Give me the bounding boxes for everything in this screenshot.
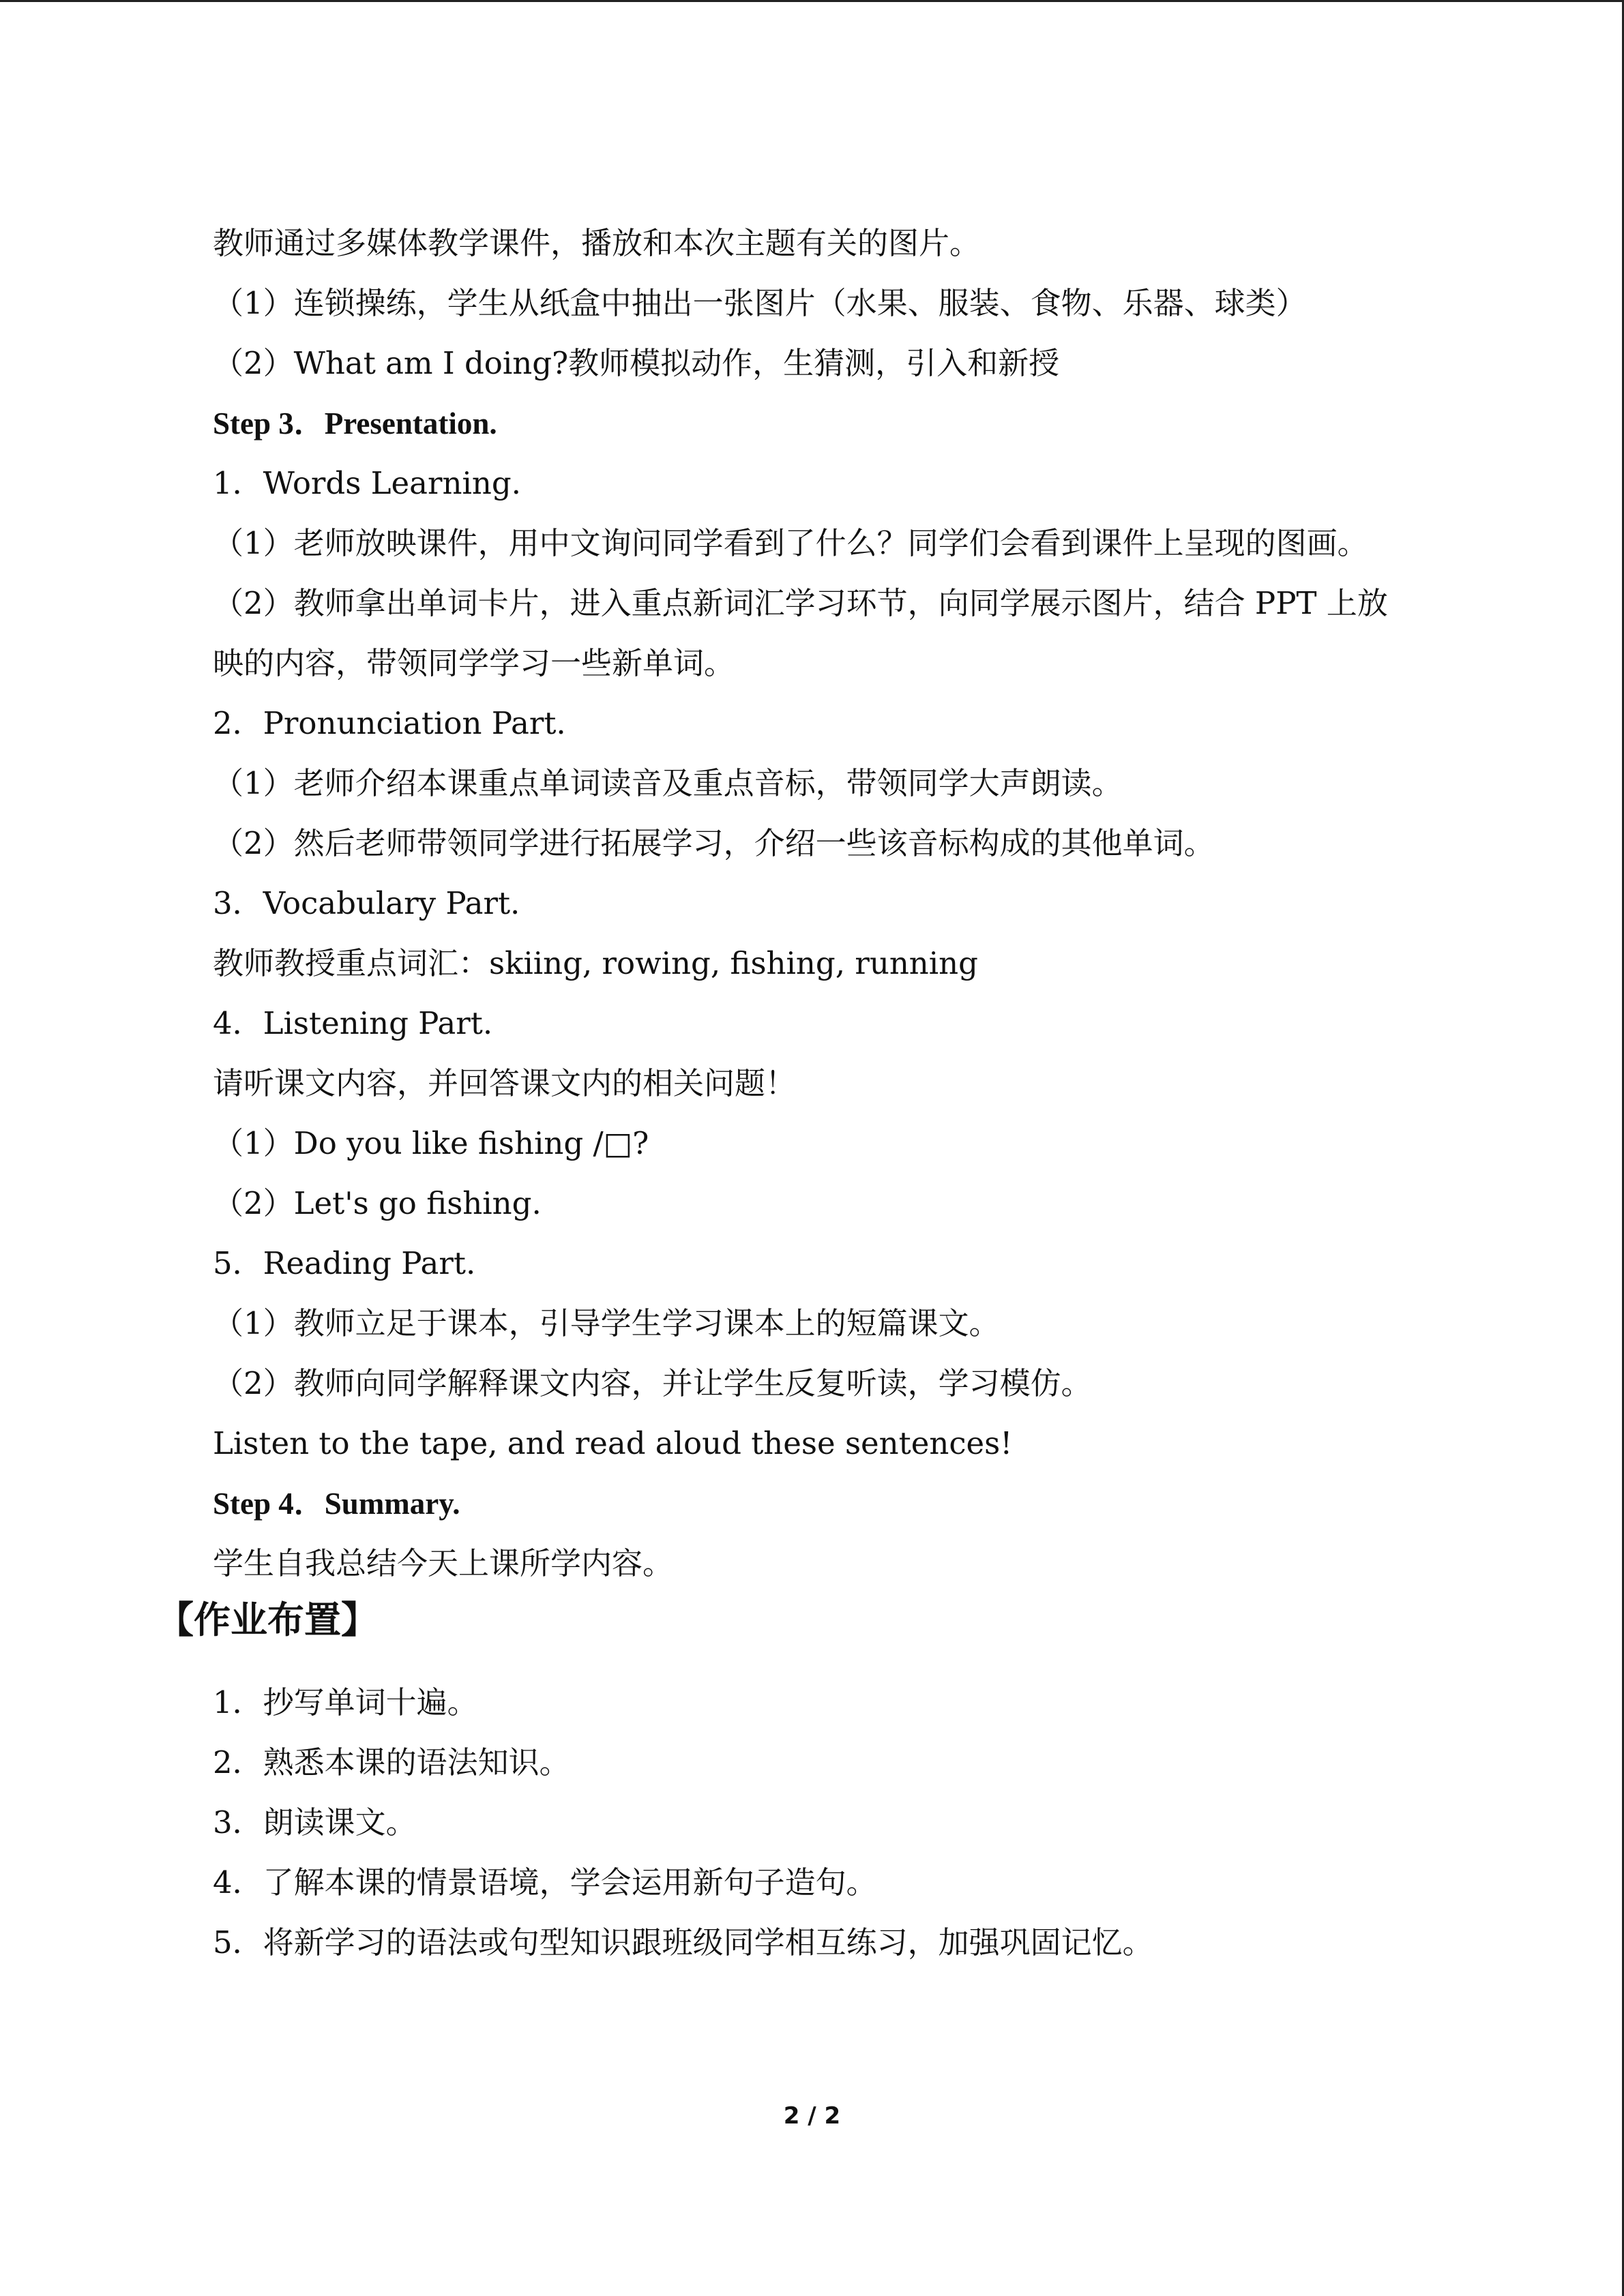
vocabulary-heading: 3．Vocabulary Part.: [213, 885, 520, 921]
summary-line: 学生自我总结今天上课所学内容。: [213, 1545, 674, 1581]
homework-section-title: 【作业布置】: [157, 1598, 378, 1641]
pronunciation-item-2: （2）然后老师带领同学进行拓展学习，介绍一些该音标构成的其他单词。: [213, 825, 1215, 861]
words-learning-heading: 1．Words Learning.: [213, 465, 521, 501]
drill-line: （1）连锁操练，学生从纸盒中抽出一张图片（水果、服装、食物、乐器、球类）: [213, 285, 1307, 321]
words-learning-item-2-cont: 映的内容，带领同学学习一些新单词。: [213, 645, 735, 681]
pronunciation-item-1: （1）老师介绍本课重点单词读音及重点音标，带领同学大声朗读。: [213, 765, 1123, 801]
homework-item: 5．将新学习的语法或句型知识跟班级同学相互练习，加强巩固记忆。: [213, 1924, 1153, 1960]
listening-heading: 4．Listening Part.: [213, 1005, 493, 1041]
listening-question-2: （2）Let's go fishing.: [213, 1185, 542, 1221]
step-3-heading: Step 3．Presentation.: [213, 406, 497, 441]
reading-instruction: Listen to the tape, and read aloud these sentences!: [213, 1425, 1013, 1461]
reading-heading: 5．Reading Part.: [213, 1245, 476, 1281]
reading-item-2: （2）教师向同学解释课文内容，并让学生反复听读，学习模仿。: [213, 1365, 1092, 1401]
pronunciation-heading: 2．Pronunciation Part.: [213, 705, 566, 741]
guess-line: （2）What am I doing?教师模拟动作，生猜测，引入和新授: [213, 345, 1060, 381]
homework-item: 4．了解本课的情景语境，学会运用新句子造句。: [213, 1864, 877, 1900]
step-4-heading: Step 4．Summary.: [213, 1487, 460, 1521]
words-learning-item-1: （1）老师放映课件，用中文询问同学看到了什么？同学们会看到课件上呈现的图画。: [213, 525, 1368, 561]
homework-item: 3．朗读课文。: [213, 1804, 417, 1840]
vocabulary-words: 教师教授重点词汇：skiing, rowing, fishing, running: [213, 945, 978, 981]
homework-item: 2．熟悉本课的语法知识。: [213, 1744, 570, 1780]
lesson-steps: [213, 213, 1461, 1594]
words-learning-item-2: （2）教师拿出单词卡片，进入重点新词汇学习环节，向同学展示图片，结合 PPT 上放: [213, 585, 1388, 621]
listening-instruction: 请听课文内容，并回答课文内的相关问题！: [213, 1065, 797, 1101]
homework-item: 1．抄写单词十遍。: [213, 1684, 478, 1720]
intro-line: 教师通过多媒体教学课件，播放和本次主题有关的图片。: [213, 225, 981, 261]
page-number: 2 / 2: [783, 2102, 841, 2130]
listening-question-1: （1）Do you like fishing /□?: [213, 1125, 649, 1161]
homework-list: [213, 1673, 1461, 1973]
reading-item-1: （1）教师立足于课本，引导学生学习课本上的短篇课文。: [213, 1305, 1000, 1341]
